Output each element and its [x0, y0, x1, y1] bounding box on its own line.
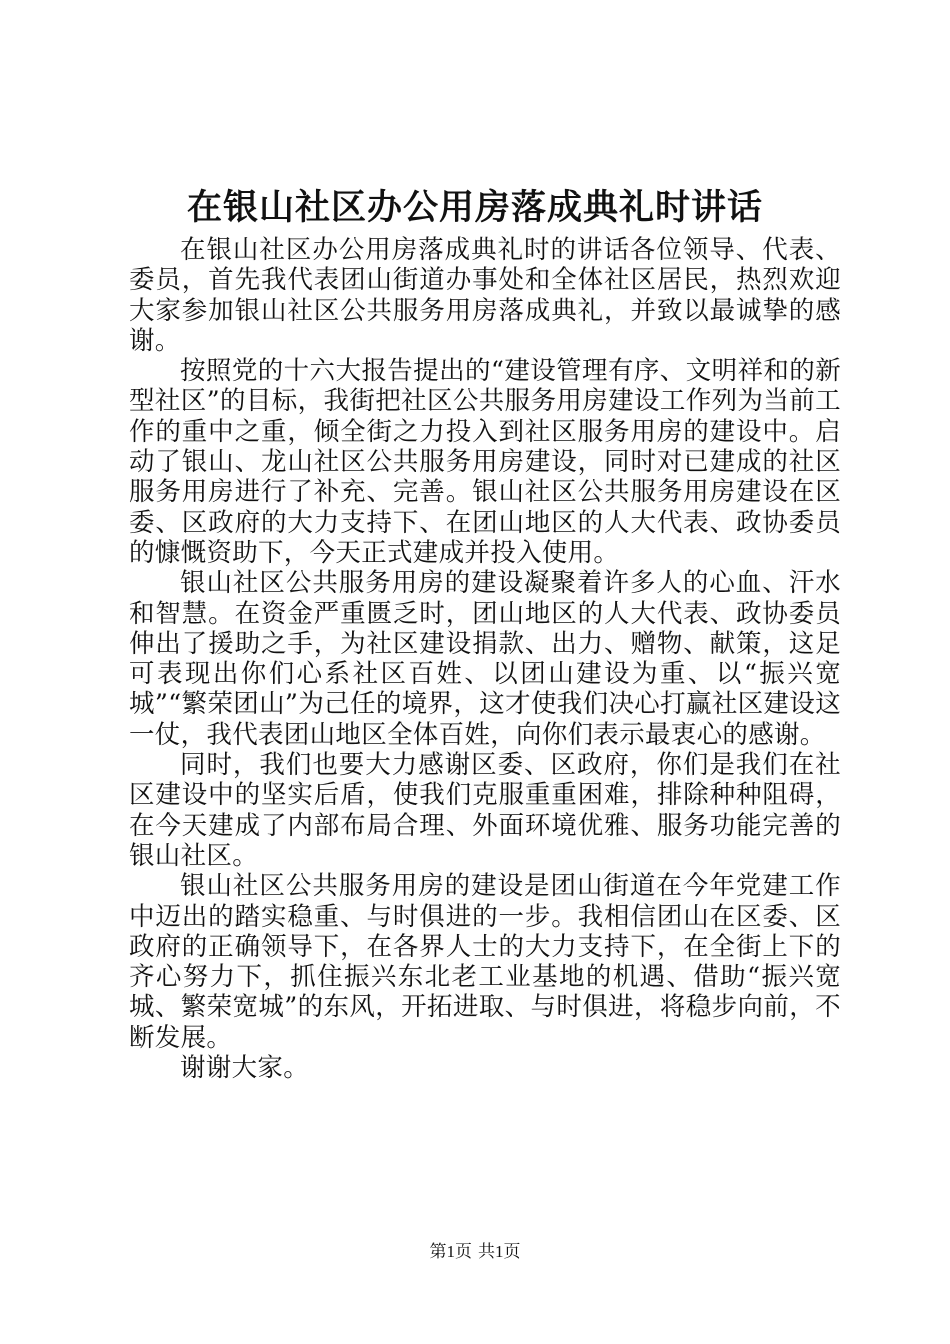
page-number: 第1页: [429, 1242, 472, 1261]
paragraph-goal: 按照党的十六大报告提出的“建设管理有序、文明祥和的新型社区”的目标，我街把社区公共服务用房建设工作列为当前工作的重中之重，倾全街之力投入到社区服务用房的建设中。启动了银山、龙山社区公共服务用房建设，同时对已建成的社区服务用房进行了补充、完善。银山社区公共服务用房建设在区委、区政府的大力支持下、在团山地区的人大代表、政协委员的慷慨资助下，今天正式建成并投入使用。: [129, 356, 841, 568]
paragraph-opening: 在银山社区办公用房落成典礼时的讲话各位领导、代表、委员，首先我代表团山街道办事处和全体社区居民，热烈欢迎大家参加银山社区公共服务用房落成典礼，并致以最诚挚的感谢。: [129, 235, 841, 356]
paragraph-thanks-representatives: 银山社区公共服务用房的建设凝聚着许多人的心血、汗水和智慧。在资金严重匮乏时，团山地区的人大代表、政协委员伸出了援助之手，为社区建设捐款、出力、赠物、献策，这足可表现出你们心系社区百姓、以团山建设为重、以“振兴宽城”“繁荣团山”为己任的境界，这才使我们决心打赢社区建设这一仗，我代表团山地区全体百姓，向你们表示最衷心的感谢。: [129, 568, 841, 750]
paragraph-thanks-government: 同时，我们也要大力感谢区委、区政府，你们是我们在社区建设中的坚实后盾，使我们克服重重困难，排除种种阻碍，在今天建成了内部布局合理、外面环境优雅、服务功能完善的银山社区。: [129, 750, 841, 871]
total-pages: 共1页: [478, 1242, 521, 1261]
page-title: 在银山社区办公用房落成典礼时讲话: [186, 187, 763, 228]
paragraph-outlook: 银山社区公共服务用房的建设是团山街道在今年党建工作中迈出的踏实稳重、与时俱进的一步。我相信团山在区委、区政府的正确领导下，在各界人士的大力支持下，在全街上下的齐心努力下，抓住振兴东北老工业基地的机遇、借助“振兴宽城、繁荣宽城”的东风，开拓进取、与时俱进，将稳步向前，不断发展。: [129, 871, 841, 1053]
page-footer: [0, 1240, 950, 1264]
paragraph-closing: 谢谢大家。: [180, 1053, 310, 1084]
document-body: [129, 235, 841, 1083]
